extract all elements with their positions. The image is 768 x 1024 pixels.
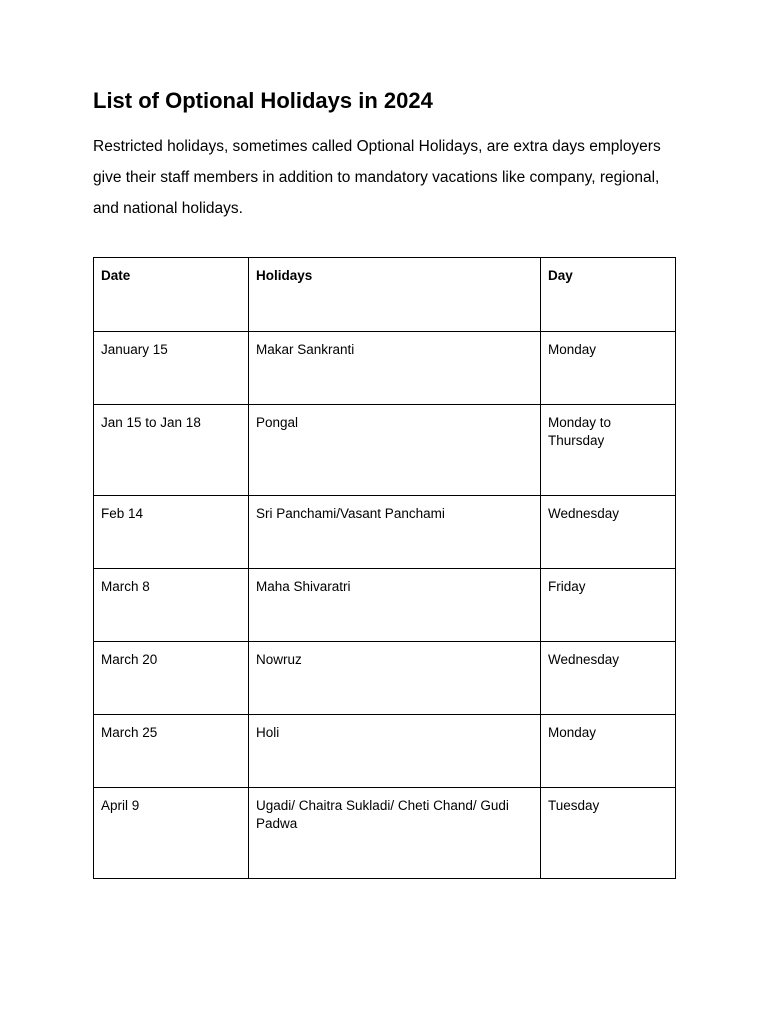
cell-date: March 20 — [94, 642, 249, 715]
cell-day: Tuesday — [541, 788, 676, 879]
table-header-row — [94, 258, 676, 332]
cell-date: April 9 — [94, 788, 249, 879]
table-row — [94, 332, 676, 405]
cell-day: Friday — [541, 569, 676, 642]
table-row — [94, 788, 676, 879]
table-row — [94, 569, 676, 642]
table-row — [94, 642, 676, 715]
cell-holiday: Ugadi/ Chaitra Sukladi/ Cheti Chand/ Gudi Padwa — [249, 788, 541, 879]
intro-paragraph: Restricted holidays, sometimes called Optional Holidays, are extra days employers give their staff members in addition to mandatory vacations like company, regional, and national holidays. — [93, 138, 661, 217]
cell-holiday: Holi — [249, 715, 541, 788]
cell-holiday: Sri Panchami/Vasant Panchami — [249, 496, 541, 569]
cell-holiday: Nowruz — [249, 642, 541, 715]
cell-day: Monday to Thursday — [541, 405, 676, 496]
header-date: Date — [94, 258, 249, 332]
holidays-table — [93, 257, 676, 879]
cell-day: Monday — [541, 332, 676, 405]
table-row — [94, 496, 676, 569]
cell-holiday: Pongal — [249, 405, 541, 496]
cell-date: Feb 14 — [94, 496, 249, 569]
cell-date: Jan 15 to Jan 18 — [94, 405, 249, 496]
cell-holiday: Maha Shivaratri — [249, 569, 541, 642]
cell-date: March 8 — [94, 569, 249, 642]
cell-day: Wednesday — [541, 642, 676, 715]
cell-date: March 25 — [94, 715, 249, 788]
cell-holiday: Makar Sankranti — [249, 332, 541, 405]
cell-day: Wednesday — [541, 496, 676, 569]
page-title: List of Optional Holidays in 2024 — [93, 88, 433, 113]
table-row — [94, 715, 676, 788]
cell-date: January 15 — [94, 332, 249, 405]
header-holidays: Holidays — [249, 258, 541, 332]
cell-day: Monday — [541, 715, 676, 788]
header-day: Day — [541, 258, 676, 332]
table-row — [94, 405, 676, 496]
